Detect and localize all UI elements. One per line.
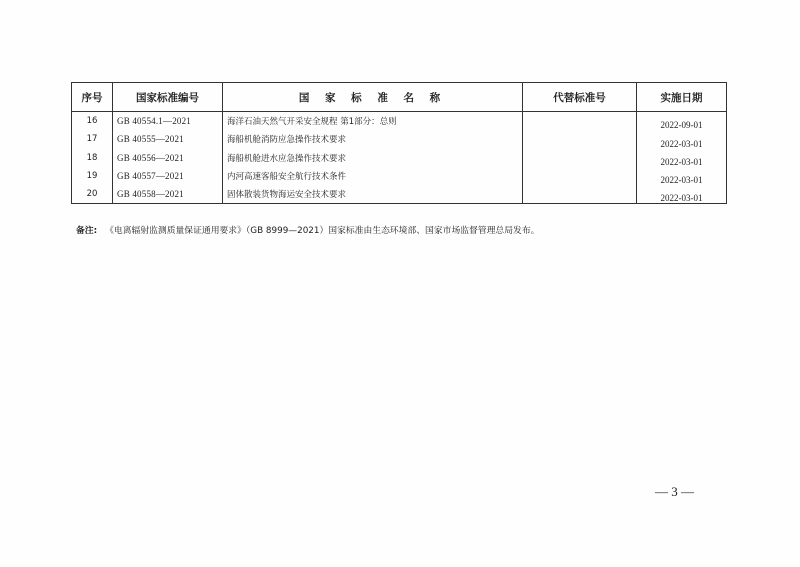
table-row [72,112,727,131]
table-row [72,167,727,185]
row-seq: 16 [72,112,113,131]
row-date: 2022-03-01 [637,185,727,204]
row-name: 海船机舱进水应急操作技术要求 [223,149,523,167]
row-date: 2022-09-01 [637,112,727,131]
row-seq: 20 [72,185,113,204]
row-replaced [523,167,637,185]
table-row [72,130,727,148]
header-date: 实施日期 [637,83,727,112]
header-seq: 序号 [72,83,113,112]
row-replaced [523,112,637,131]
row-name: 海船机舱消防应急操作技术要求 [223,130,523,148]
row-date: 2022-03-01 [637,167,727,185]
row-name: 海洋石油天然气开采安全规程 第1部分：总则 [223,112,523,131]
row-date: 2022-03-01 [637,130,727,148]
row-code: GB 40554.1—2021 [113,112,223,131]
row-name: 固体散装货物海运安全技术要求 [223,185,523,204]
page-number: — 3 — [655,484,694,499]
header-code: 国家标准编号 [113,83,223,112]
row-seq: 18 [72,149,113,167]
row-code: GB 40557—2021 [113,167,223,185]
table-row [72,185,727,204]
row-date: 2022-03-01 [637,149,727,167]
note-text: 《电离辐射监测质量保证通用要求》（GB 8999—2021）国家标准由生态环境部、国家市场监督管理总局发布。 [105,226,540,236]
table-row [72,149,727,167]
row-code: GB 40558—2021 [113,185,223,204]
row-code: GB 40555—2021 [113,130,223,148]
note-label: 备注: [76,226,98,236]
header-name: 国 家 标 准 名 称 [223,83,523,112]
row-replaced [523,130,637,148]
row-replaced [523,185,637,204]
row-seq: 17 [72,130,113,148]
table-note [76,223,726,236]
row-name: 内河高速客船安全航行技术条件 [223,167,523,185]
table-header-row [72,83,727,112]
standards-table [71,82,727,204]
row-seq: 19 [72,167,113,185]
row-replaced [523,149,637,167]
header-replaced: 代替标准号 [523,83,637,112]
row-code: GB 40556—2021 [113,149,223,167]
